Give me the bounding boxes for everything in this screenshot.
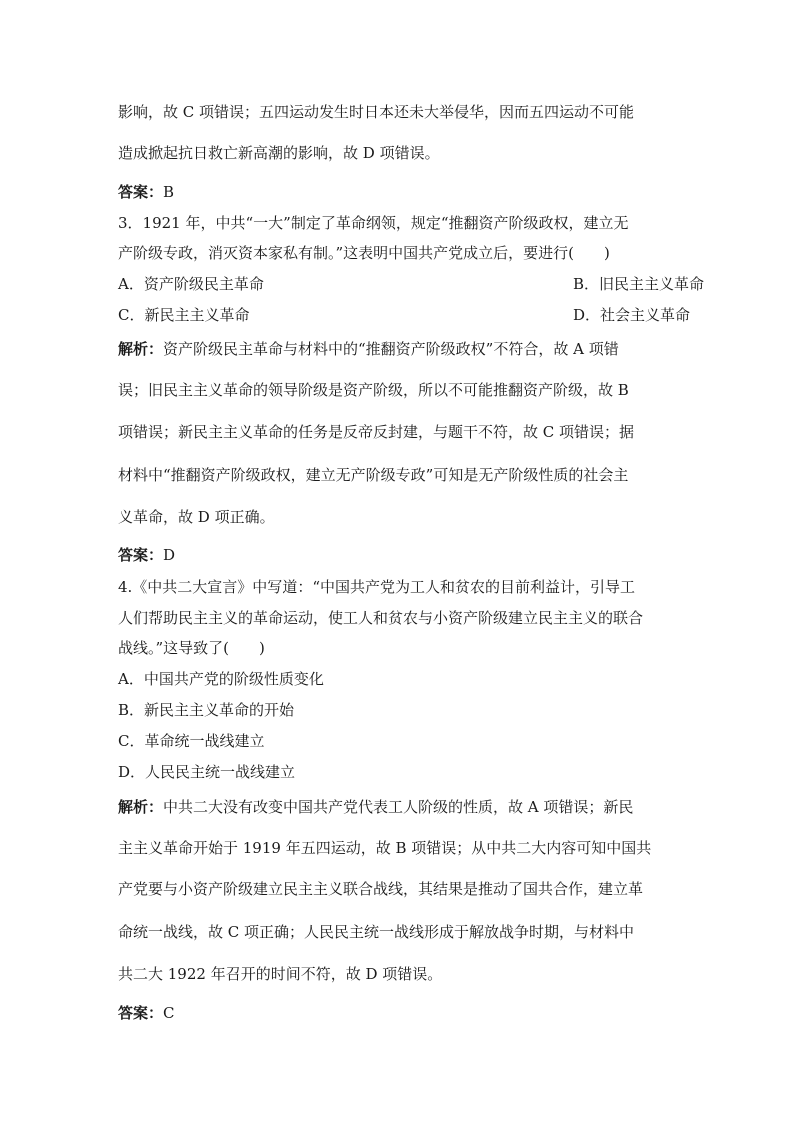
option-b: B．旧民主主义革命 — [573, 275, 705, 293]
option-c: C．革命统一战线建立 — [118, 732, 265, 750]
explanation-line: 造成掀起抗日救亡新高潮的影响，故 D 项错误。 — [118, 144, 440, 162]
option-c: C．新民主主义革命 — [118, 306, 250, 324]
question-3-line: 3．1921 年，中共“一大”制定了革命纲领，规定“推翻资产阶级政权，建立无 — [118, 214, 629, 232]
answer-label: 答案： — [118, 546, 164, 564]
answer-value: D — [163, 546, 176, 564]
analysis-label: 解析： — [118, 340, 164, 358]
answer-value: C — [163, 1004, 175, 1022]
option-b: B．新民主主义革命的开始 — [118, 701, 295, 719]
question-4-analysis-line — [118, 797, 633, 817]
question-3-options-row-1 — [118, 274, 705, 294]
question-3-line: 产阶级专政，消灭资本家私有制。”这表明中国共产党成立后，要进行( ) — [118, 244, 610, 262]
answer-line — [118, 182, 174, 202]
explanation-line: 影响，故 C 项错误；五四运动发生时日本还未大举侵华，因而五四运动不可能 — [118, 103, 635, 121]
question-4-analysis-line: 命统一战线，故 C 项正确；人民民主统一战线形成于解放战争时期，与材料中 — [118, 923, 635, 941]
question-3-analysis-line: 项错误；新民主主义革命的任务是反帝反封建，与题干不符，故 C 项错误；据 — [118, 423, 635, 441]
question-3-options-row-2 — [118, 305, 691, 325]
answer-label: 答案： — [118, 1004, 164, 1022]
analysis-label: 解析： — [118, 798, 164, 816]
answer-label: 答案： — [118, 183, 164, 201]
question-4-analysis-line: 主主义革命开始于 1919 年五四运动，故 B 项错误；从中共二大内容可知中国共 — [118, 839, 652, 857]
question-4-line: 人们帮助民主主义的革命运动，使工人和贫农与小资产阶级建立民主主义的联合 — [118, 609, 644, 627]
question-3-analysis-line: 义革命，故 D 项正确。 — [118, 508, 275, 526]
option-a: A．中国共产党的阶级性质变化 — [118, 670, 324, 688]
question-3-analysis-line: 误；旧民主主义革命的领导阶级是资产阶级，所以不可能推翻资产阶级，故 B — [118, 381, 629, 399]
question-3-analysis-line — [118, 339, 619, 359]
question-4-line: 战线。”这导致了( ) — [118, 639, 265, 657]
analysis-text: 资产阶级民主革命与材料中的“推翻资产阶级政权”不符合，故 A 项错 — [163, 340, 619, 358]
question-4-analysis-line: 产党要与小资产阶级建立民主主义联合战线，其结果是推动了国共合作，建立革 — [118, 880, 644, 898]
option-d: D．社会主义革命 — [573, 306, 691, 324]
answer-value: B — [163, 183, 175, 201]
answer-line — [118, 545, 175, 565]
analysis-text: 中共二大没有改变中国共产党代表工人阶级的性质，故 A 项错误；新民 — [163, 798, 634, 816]
question-3-analysis-line: 材料中“推翻资产阶级政权，建立无产阶级专政”可知是无产阶级性质的社会主 — [118, 466, 629, 484]
option-a: A．资产阶级民主革命 — [118, 275, 264, 293]
question-4-analysis-line: 共二大 1922 年召开的时间不符，故 D 项错误。 — [118, 965, 443, 983]
answer-line — [118, 1003, 175, 1023]
option-d: D．人民民主统一战线建立 — [118, 763, 296, 781]
question-4-line: 4.《中共二大宣言》中写道：“中国共产党为工人和贫农的目前利益计，引导工 — [118, 578, 635, 596]
